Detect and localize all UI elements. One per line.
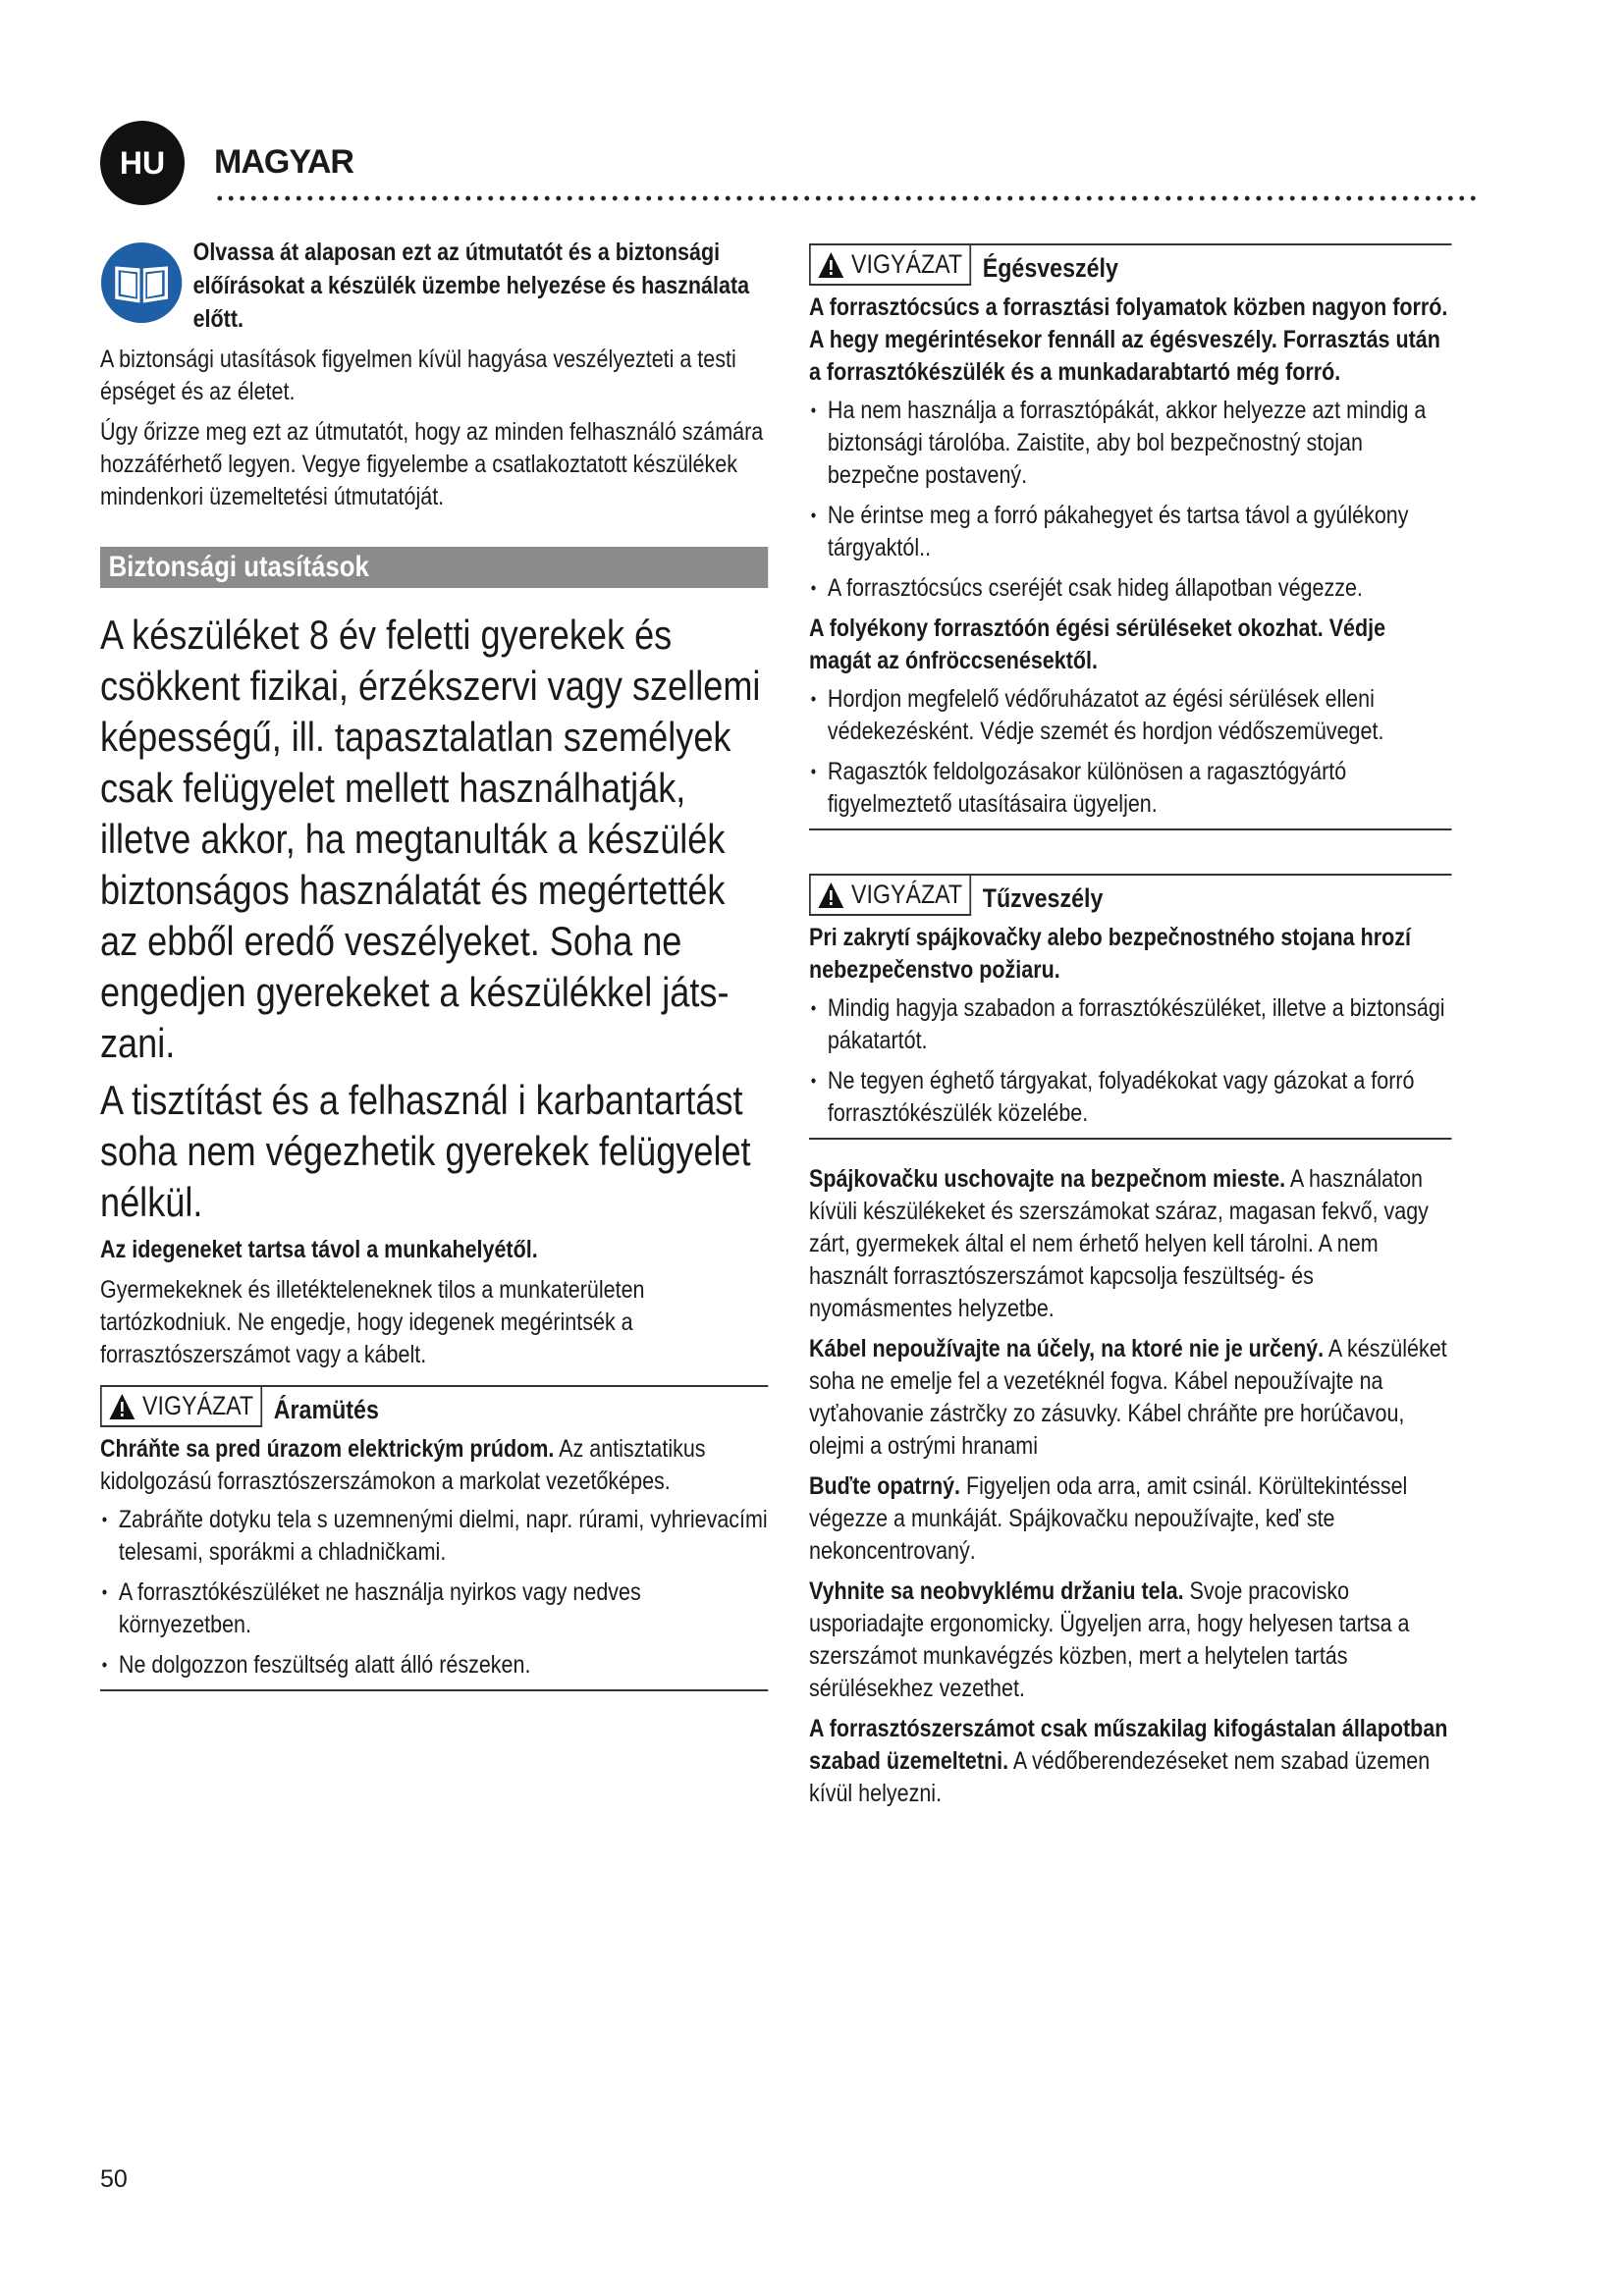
paragraph-lead: Spájkovačku uschovajte na bezpečnom mieste. [809,1165,1286,1193]
children-cleaning-text: A tisztítást és a felhasznál i karbantartást soha nem végezhetik gyerekek felügyelet nélkül. [100,1077,751,1225]
paragraph-text: A használaton kívüli készülékeket és szerszámokat száraz, magasan fekvő, vagy zárt, gyermekek által el nem érhető helyen kell tárolni. A nem használt forrasztószerszámot kapcsolja feszültség- és nyomásmentes helyzetbe. [809,1165,1429,1322]
list-item: • Mindig hagyja szabadon a forrasztókészüléket, illetve a biztonsági pákatartót. [809,992,1451,1057]
warning-label: VIGYÁZAT [851,249,963,279]
warning-triangle-icon [818,881,845,909]
list-item: • Ne tegyen éghető tárgyakat, folyadékokat vagy gázokat a forró forrasztókészülék közelébe. [809,1065,1451,1130]
divider [809,828,1451,830]
warning-lead: Pri zakrytí spájkovačky alebo bezpečnostného stojana hrozí nebezpečenstvo požiaru. [809,924,1411,984]
warning-header-fire [809,874,1451,916]
warning-triangle-icon [109,1393,136,1420]
paragraph-lead: Vyhnite sa neobvyklému držaniu tela. [809,1577,1184,1605]
warning-header-electric-shock [100,1385,768,1427]
warning-header-burn [809,243,1451,286]
warning-lead: Chráňte sa pred úrazom elektrickým prúdom. [100,1435,555,1463]
warning-lead-rest: Az antisztatikus kidolgozású forrasztószerszámokon a markolat vezetőképes. [100,1435,706,1495]
read-manual-icon [100,241,183,324]
strangers-text: Gyermekeknek és illetékteleneknek tilos a munkaterületen tartózkodniuk. Ne engedje, hogy idegenek megérintsék a forrasztószerszámot vagy a kábelt. [100,1276,645,1368]
list-item: • Ne dolgozzon feszültség alatt álló részeken. [100,1649,768,1682]
safety-paragraph [809,1333,1451,1463]
language-badge: HU [100,121,185,205]
safety-paragraph [809,1470,1451,1568]
paragraph-lead: Buďte opatrný. [809,1472,961,1500]
warning-title: Tűzveszély [982,883,1104,913]
list-item: • Ha nem használja a forrasztópákát, akkor helyezze azt mindig a biztonsági tárolóba. Zaistite, aby bol bezpečnostný stojan bezpečne postavený. [809,395,1451,492]
dotted-divider [214,194,1481,202]
page-number: 50 [100,2165,128,2193]
left-column [100,236,768,1691]
warning-list [100,1504,768,1682]
warning-label-box [809,245,971,286]
paragraph-text: A védőberendezéseket nem szabad üzemen kívül helyezni. [809,1747,1431,1807]
safety-paragraph [809,1163,1451,1325]
paragraph-lead: Kábel nepoužívajte na účely, na ktoré nie je určený. [809,1335,1325,1362]
read-manual-notice [100,236,768,336]
paragraph-text: A készüléket soha ne emelje fel a vezetéknél fogva. Kábel nepoužívajte na vyťahovanie zástrčky zo zásuvky. Kábel chráňte pre horúčavou, olejmi a ostrými hranami [809,1335,1447,1460]
list-item: • Ne érintse meg a forró pákahegyet és tartsa távol a gyúlékony tárgyaktól.. [809,500,1451,564]
divider [100,1689,768,1691]
list-item: • A forrasztócsúcs cseréjét csak hideg állapotban végezze. [809,572,1451,605]
divider [809,1138,1451,1140]
safety-paragraph [809,1713,1451,1810]
warning-label: VIGYÁZAT [851,880,963,909]
warning-label: VIGYÁZAT [142,1391,254,1420]
intro-bold-text: Olvassa át alaposan ezt az útmutatót és a biztonsági előírásokat a készülék üzembe helyezése és használata előtt. [192,239,750,333]
warning-list [809,395,1451,605]
warning-list-2 [809,683,1451,821]
paragraph-text: Figyeljen oda arra, amit csinál. Körültekintéssel végezze a munkáját. Spájkovačku nepoužívajte, keď ste nekoncentrovaný. [809,1472,1408,1565]
right-column [809,243,1451,1818]
warning-lead: A forrasztócsúcs a forrasztási folyamatok közben nagyon forró. A hegy megérintésekor fennáll az égésveszély. Forrasztás után a forrasztókészülék és a munkadarabtartó még forró. [809,294,1448,386]
warning-title: Égésveszély [982,253,1118,283]
language-title: MAGYAR [214,143,353,181]
paragraph-lead: A forrasztószerszámot csak műszakilag kifogástalan állapotban szabad üzemeltetni. [809,1715,1448,1775]
warning-list [809,992,1451,1130]
list-item: • Hordjon megfelelő védőruházatot az égési sérülések elleni védekezésként. Védje szemét és hordjon védőszemüveget. [809,683,1451,748]
warning-title: Áramütés [273,1395,379,1424]
warning-label-box [809,876,971,916]
paragraph-text: Svoje pracovisko usporiadajte ergonomicky. Ügyeljen arra, hogy helyesen tartsa a szerszámot munkavégzés közben, mert a helytelen tartás sérülésekhez vezethet. [809,1577,1410,1702]
warning-lead-2: A folyékony forrasztóón égési sérüléseket okozhat. Védje magát az ónfröccsenésektől. [809,614,1386,674]
list-item: • Ragasztók feldolgozásakor különösen a ragasztógyártó figyelmeztető utasításaira ügyeljen. [809,756,1451,821]
children-warning-text: A készüléket 8 év feletti gyerekek és csökkent fizikai, érzékszervi vagy szellemi képességű, ill. tapasztalatlan személyek csak felügyelet mellett használhatják, illetve akkor, ha megtanulták a készülék biztonságos használatát és megértették az ebből eredő veszélyeket. Soha ne engedjen gyerekeket a készülékkel játs-zani. [100,612,761,1066]
list-item: • Zabráňte dotyku tela s uzemnenými dielmi, napr. rúrami, vyhrievacími telesami, sporákmi a chladničkami. [100,1504,768,1569]
warning-triangle-icon [818,251,845,279]
warning-label-box [100,1387,262,1427]
intro-paragraph: A biztonsági utasítások figyelmen kívül hagyása veszélyezteti a testi épséget és az életet. [100,346,736,405]
strangers-heading: Az idegeneket tartsa távol a munkahelyétől. [100,1236,538,1263]
intro-paragraph: Úgy őrizze meg ezt az útmutatót, hogy az minden felhasználó számára hozzáférhető legyen. Vegye figyelembe a csatlakoztatott készülékek mindenkori üzemeltetési útmutatóját. [100,418,764,510]
safety-paragraph [809,1575,1451,1705]
section-title: Biztonsági utasítások [100,547,768,588]
list-item: • A forrasztókészüléket ne használja nyirkos vagy nedves környezetben. [100,1576,768,1641]
